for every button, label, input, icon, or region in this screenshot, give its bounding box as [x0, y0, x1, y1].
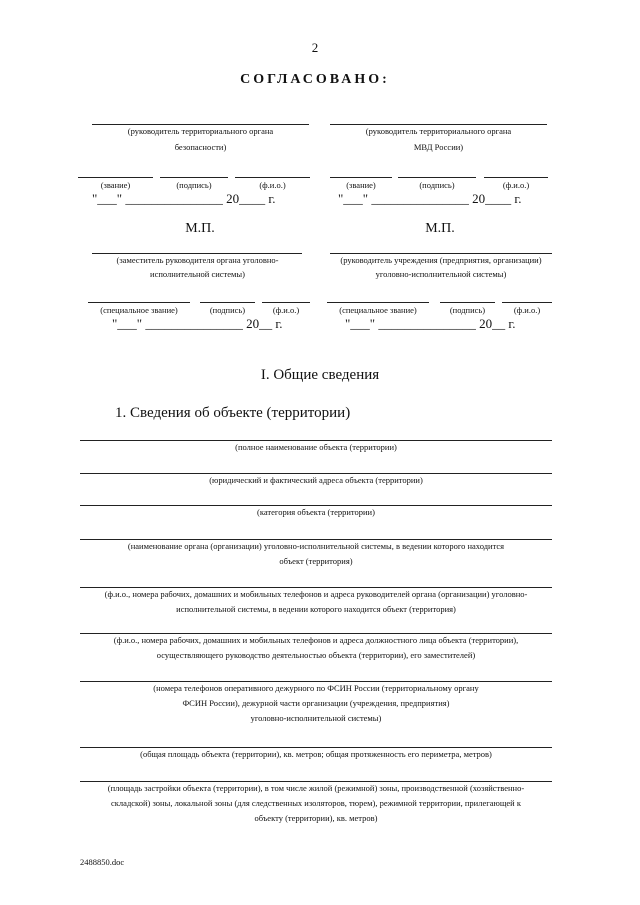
field-caption: осуществляющего руководство деятельностью объекта (территории), его заместителей)	[156, 650, 476, 660]
section-title: I. Общие сведения	[260, 367, 380, 383]
org2-label-left: (заместитель руководителя органа уголовно-	[116, 255, 279, 265]
field-caption: (юридический и фактический адреса объекта (территории)	[209, 475, 423, 485]
field-caption: (категория объекта (территории)	[257, 507, 375, 517]
name2-line-right	[502, 302, 552, 303]
date2-left: "___" _______________ 20__ г.	[112, 316, 283, 331]
org-label-left-2: безопасности)	[174, 142, 227, 152]
rank-label-right: (звание)	[346, 180, 376, 190]
name2-label-right: (ф.и.о.)	[513, 305, 541, 315]
field-caption: исполнительной системы, в ведении которого находится объект (территория)	[176, 604, 456, 614]
field-caption: (ф.и.о., номера рабочих, домашних и мобильных телефонов и адреса руководителей органа (организации) уголовно-	[104, 589, 528, 599]
rank2-label-right: (специальное звание)	[339, 305, 417, 315]
page-number: 2	[311, 40, 319, 55]
org2-label-left-2: исполнительной системы)	[150, 269, 245, 279]
date2-right: "___" _______________ 20__ г.	[345, 316, 516, 331]
sign2-line-right	[440, 302, 495, 303]
org2-label-right-2: уголовно-исполнительной системы)	[375, 269, 507, 279]
org-label-right: (руководитель территориального органа	[365, 126, 512, 136]
field-caption: объекту (территории), кв. метров)	[254, 813, 378, 823]
field-caption: уголовно-исполнительной системы)	[250, 713, 382, 723]
sign2-label-left: (подпись)	[209, 305, 246, 315]
field-caption: складской) зоны, локальной зоны (для следственных изоляторов, тюрем), режимной территории, прилегающей к	[111, 798, 521, 808]
name-line-right	[484, 177, 548, 178]
sign2-label-right: (подпись)	[449, 305, 486, 315]
org-label-right-2: МВД России)	[413, 142, 464, 152]
footer-filename: 2488850.doc	[80, 857, 125, 867]
field-caption: (наименование органа (организации) уголовно-исполнительной системы, в ведении которого находится	[127, 541, 505, 551]
field-caption: (полное наименование объекта (территории)	[235, 442, 397, 452]
field-caption: (общая площадь объекта (территории), кв. метров; общая протяженность его периметра, метров)	[140, 749, 492, 759]
rank2-line-right	[327, 302, 429, 303]
sign-line-left	[160, 177, 228, 178]
field-caption: (номера телефонов оперативного дежурного по ФСИН России (территориальному органу	[153, 683, 479, 693]
approved-title: СОГЛАСОВАНО:	[240, 72, 390, 87]
name-label-left: (ф.и.о.)	[259, 180, 286, 190]
sign-line-right	[398, 177, 476, 178]
rank-line-left	[78, 177, 153, 178]
sign-label-left: (подпись)	[176, 180, 212, 190]
date-left: "___" _______________ 20____ г.	[92, 191, 276, 206]
rank2-line-left	[88, 302, 190, 303]
stamp-right: М.П.	[425, 221, 455, 236]
name2-label-left: (ф.и.о.)	[272, 305, 300, 315]
date-right: "___" _______________ 20____ г.	[338, 191, 522, 206]
field-caption: (ф.и.о., номера рабочих, домашних и мобильных телефонов и адреса должностного лица объекта (территории),	[113, 635, 519, 645]
rank2-label-left: (специальное звание)	[100, 305, 178, 315]
field-caption: объект (территория)	[279, 556, 353, 566]
name2-line-left	[262, 302, 310, 303]
org-label-left: (руководитель территориального органа	[127, 126, 274, 136]
org2-label-right: (руководитель учреждения (предприятия, организации)	[340, 255, 542, 265]
subsection-title: 1. Сведения об объекте (территории)	[115, 405, 351, 421]
sign-label-right: (подпись)	[419, 180, 455, 190]
field-caption: ФСИН России), дежурной части организации (учреждения, предприятия)	[182, 698, 450, 708]
stamp-left: М.П.	[185, 221, 215, 236]
sign2-line-left	[200, 302, 255, 303]
field-caption: (площадь застройки объекта (территории), в том числе жилой (режимной) зоны, производственной (хозяйственно-	[107, 783, 525, 793]
name-label-right: (ф.и.о.)	[502, 180, 530, 190]
rank-line-right	[330, 177, 392, 178]
name-line-left	[235, 177, 310, 178]
rank-label-left: (звание)	[100, 180, 131, 190]
